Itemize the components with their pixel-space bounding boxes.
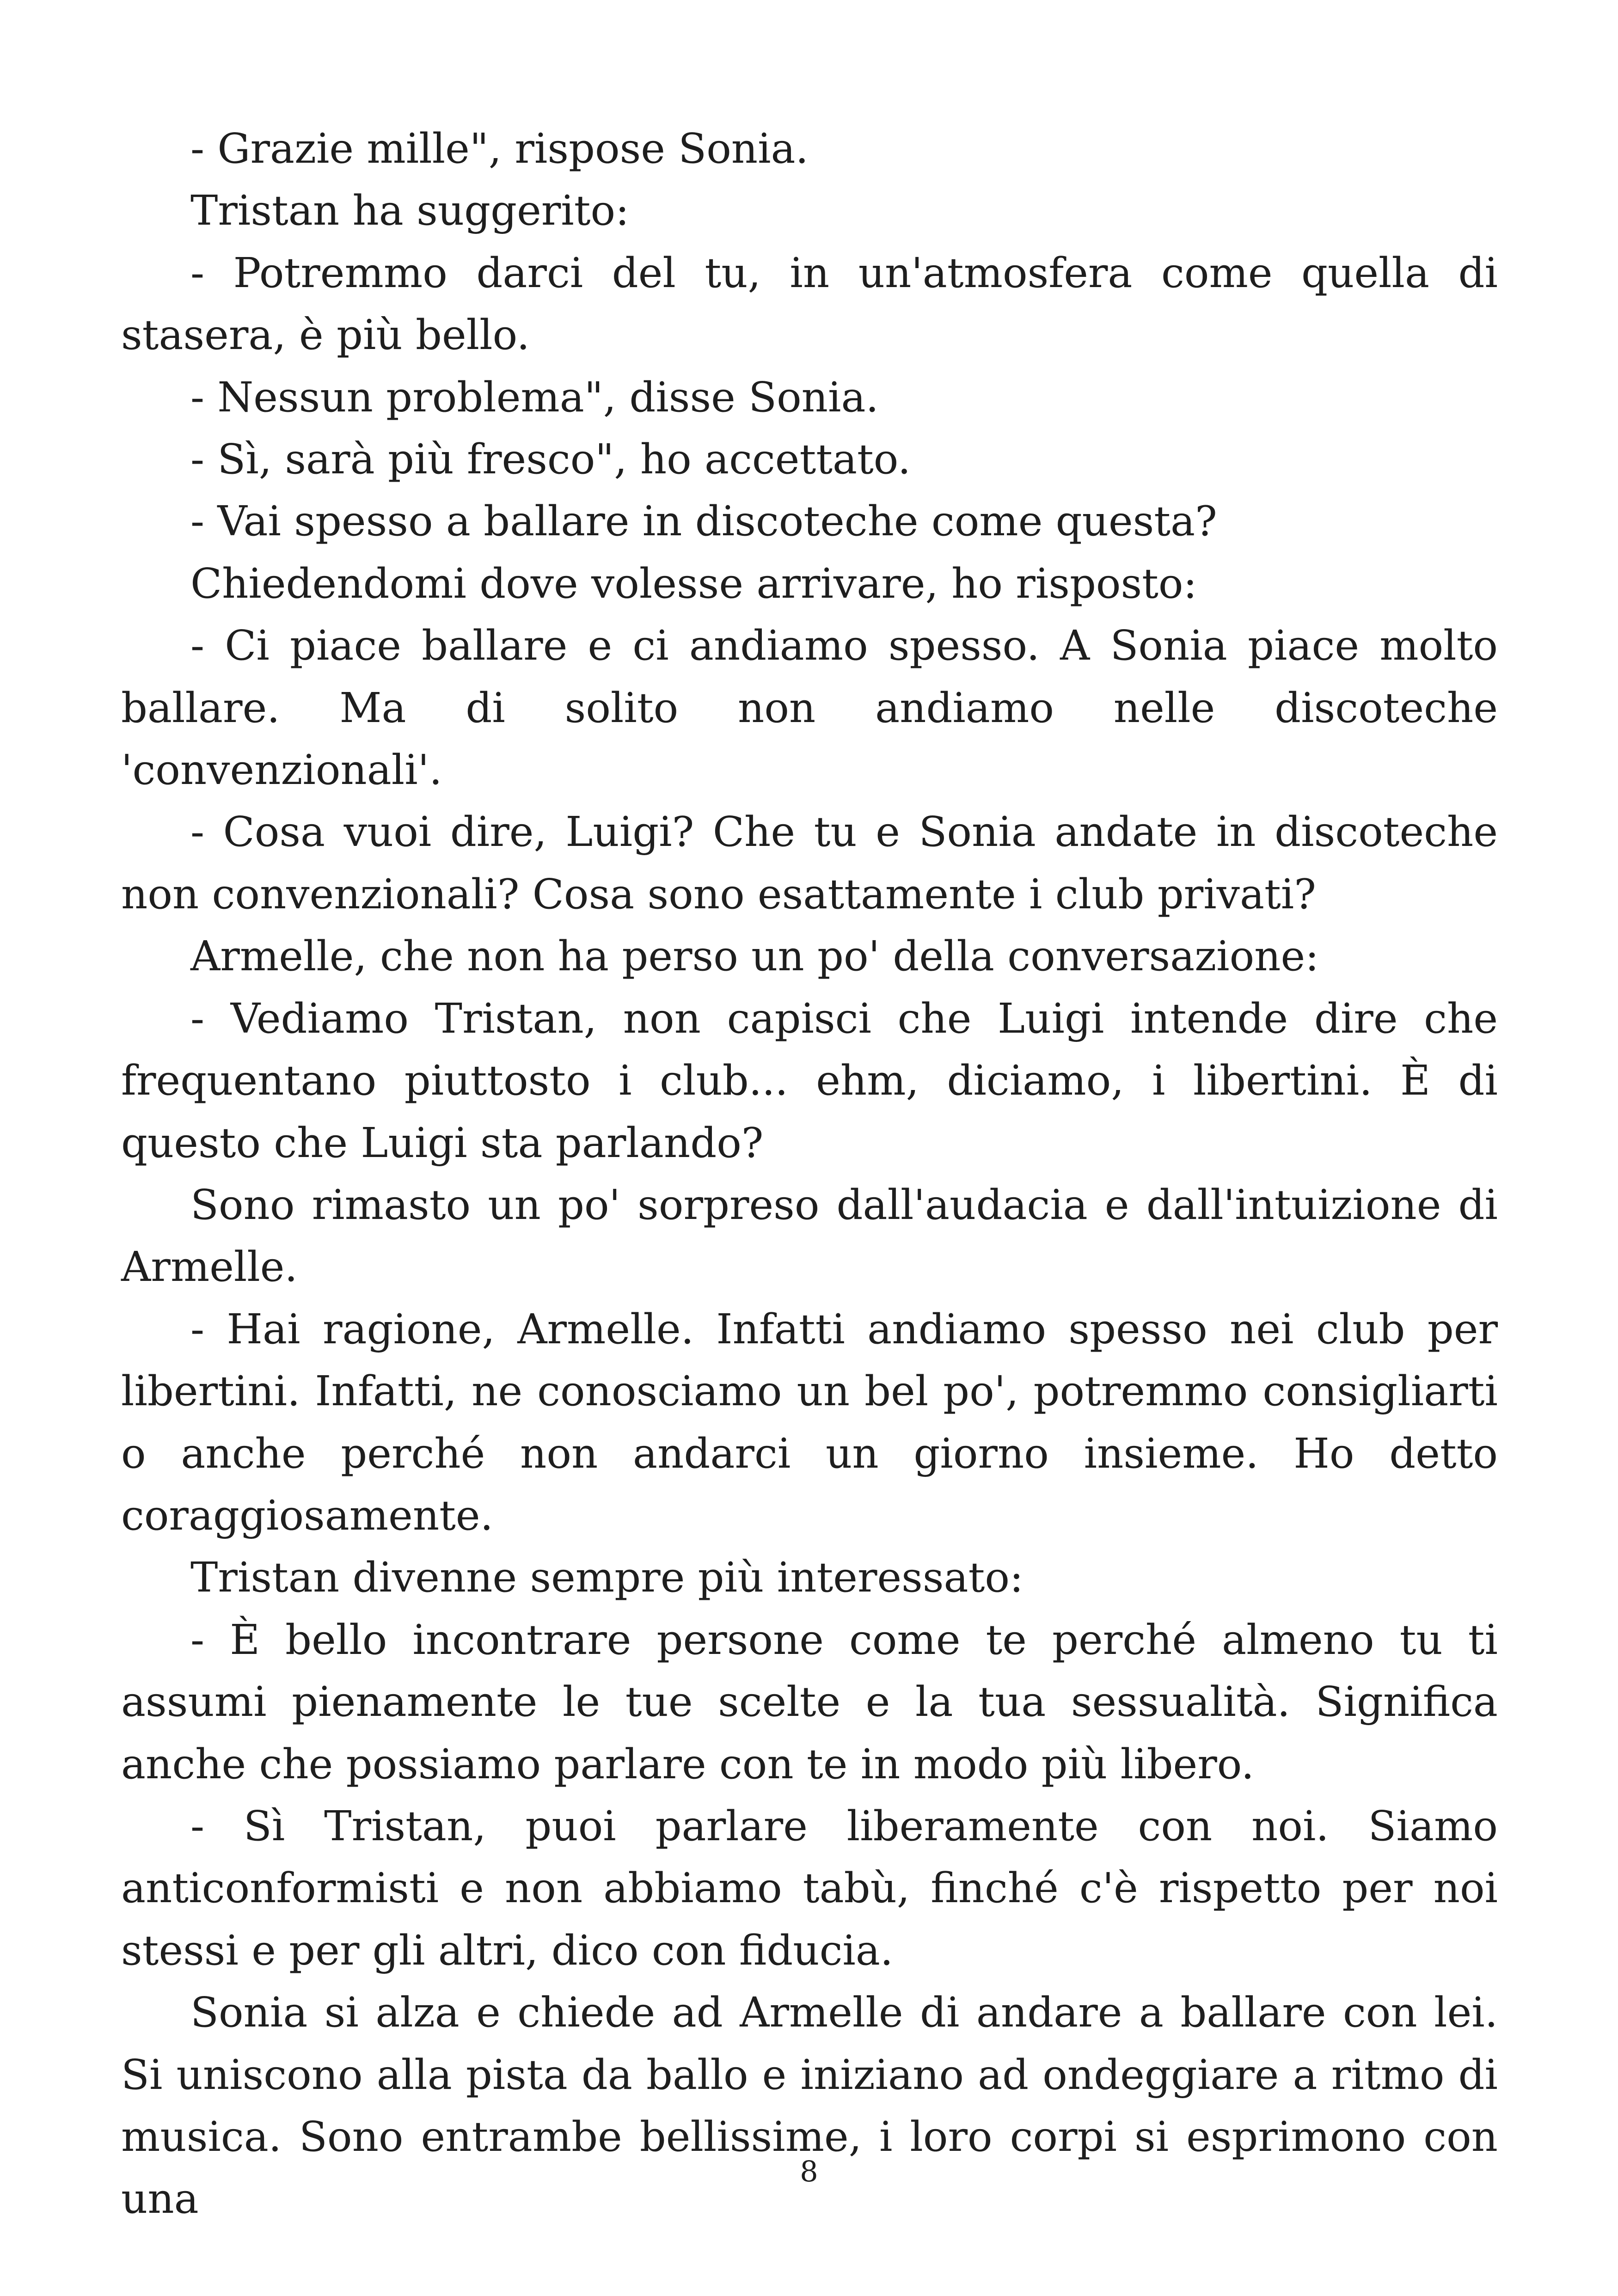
paragraph-8: - Ci piace ballare e ci andiamo spesso. A Sonia piace molto ballare. Ma di solito non andiamo nelle discoteche 'convenzionali'. — [121, 621, 1498, 794]
paragraph-3: - Potremmo darci del tu, in un'atmosfera come quella di stasera, è più bello. — [121, 248, 1498, 359]
page-number: 8 — [800, 2155, 818, 2188]
paragraph-5: - Sì, sarà più fresco", ho accettato. — [190, 435, 911, 484]
paragraph-12: Sono rimasto un po' sorpreso dall'audacia e dall'intuizione di Armelle. — [121, 1180, 1498, 1291]
paragraph-16: - Sì Tristan, puoi parlare liberamente con noi. Siamo anticonformisti e non abbiamo tabù, finché c'è rispetto per noi stessi e per gli altri, dico con fiducia. — [121, 1801, 1498, 1974]
paragraph-10: Armelle, che non ha perso un po' della conversazione: — [190, 932, 1319, 980]
paragraph-7: Chiedendomi dove volesse arrivare, ho risposto: — [190, 559, 1197, 607]
paragraph-14: Tristan divenne sempre più interessato: — [190, 1553, 1024, 1602]
paragraph-17: Sonia si alza e chiede ad Armelle di andare a ballare con lei. Si uniscono alla pista da ballo e iniziano ad ondeggiare a ritmo di musica. Sono entrambe bellissime, i loro corpi si esprimono con una — [121, 1988, 1498, 2223]
paragraph-15: - È bello incontrare persone come te perché almeno tu ti assumi pienamente le tue scelte e la tua sessualità. Significa anche che possiamo parlare con te in modo più libero. — [121, 1615, 1498, 1788]
paragraph-11: - Vediamo Tristan, non capisci che Luigi intende dire che frequentano piuttosto i club... ehm, diciamo, i libertini. È di questo che Luigi sta parlando? — [121, 994, 1498, 1167]
page-body-text — [121, 117, 1498, 2230]
paragraph-1: - Grazie mille", rispose Sonia. — [190, 124, 809, 172]
paragraph-9: - Cosa vuoi dire, Luigi? Che tu e Sonia andate in discoteche non convenzionali? Cosa sono esattamente i club privati? — [121, 808, 1498, 918]
paragraph-4: - Nessun problema", disse Sonia. — [190, 373, 879, 421]
paragraph-13: - Hai ragione, Armelle. Infatti andiamo spesso nei club per libertini. Infatti, ne conosciamo un bel po', potremmo consigliarti o anche perché non andarci un giorno insieme. Ho detto coraggiosamente. — [121, 1304, 1498, 1539]
paragraph-6: - Vai spesso a ballare in discoteche come questa? — [190, 497, 1217, 545]
paragraph-2: Tristan ha suggerito: — [190, 186, 630, 235]
